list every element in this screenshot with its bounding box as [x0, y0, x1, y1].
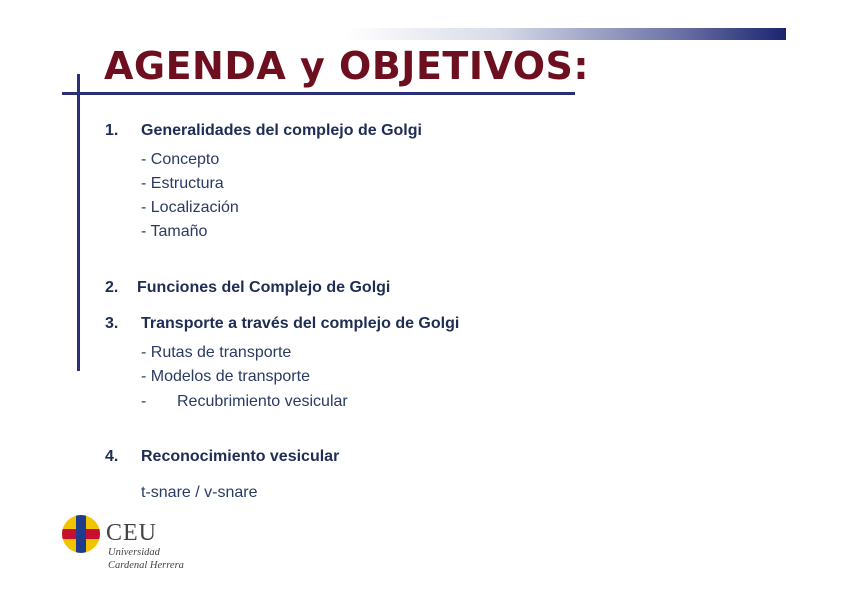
agenda-item-2: [105, 279, 390, 297]
subitem-modelos-transporte: - Modelos de transporte: [141, 368, 310, 385]
agenda-item-label: Generalidades del complejo de Golgi: [141, 122, 422, 139]
slide-title: AGENDA y OBJETIVOS:: [104, 44, 590, 88]
agenda-item-number: 3.: [105, 315, 119, 332]
agenda-item-number: 2.: [105, 279, 119, 296]
header-gradient-bar: [345, 28, 786, 40]
subitem-concepto: - Concepto: [141, 151, 220, 168]
subitem-estructura: - Estructura: [141, 175, 224, 192]
logo-line-1: Universidad: [108, 547, 160, 558]
logo-line-2: Cardenal Herrera: [108, 560, 184, 571]
agenda-item-label: Transporte a través del complejo de Golgi: [141, 315, 460, 332]
title-underline: [62, 92, 575, 95]
subitem-recubrimiento-vesicular: Recubrimiento vesicular: [177, 393, 348, 410]
logo-wordmark: CEU: [106, 520, 157, 546]
agenda-item-number: 4.: [105, 448, 119, 465]
agenda-item-4: [105, 448, 339, 466]
subitem-localizacion: - Localización: [141, 199, 239, 216]
subitem-snare: t-snare / v-snare: [141, 484, 258, 501]
agenda-item-label: Funciones del Complejo de Golgi: [137, 279, 391, 296]
agenda-item-label: Reconocimiento vesicular: [141, 448, 340, 465]
agenda-item-number: 1.: [105, 122, 119, 139]
agenda-item-1: [105, 122, 422, 140]
subitem-dash: -: [141, 393, 147, 410]
ceu-logo-icon: [61, 514, 101, 554]
agenda-item-3: [105, 315, 459, 333]
subitem-tamano: - Tamaño: [141, 223, 208, 240]
left-vertical-rule: [77, 74, 80, 371]
subitem-rutas-transporte: - Rutas de transporte: [141, 344, 292, 361]
